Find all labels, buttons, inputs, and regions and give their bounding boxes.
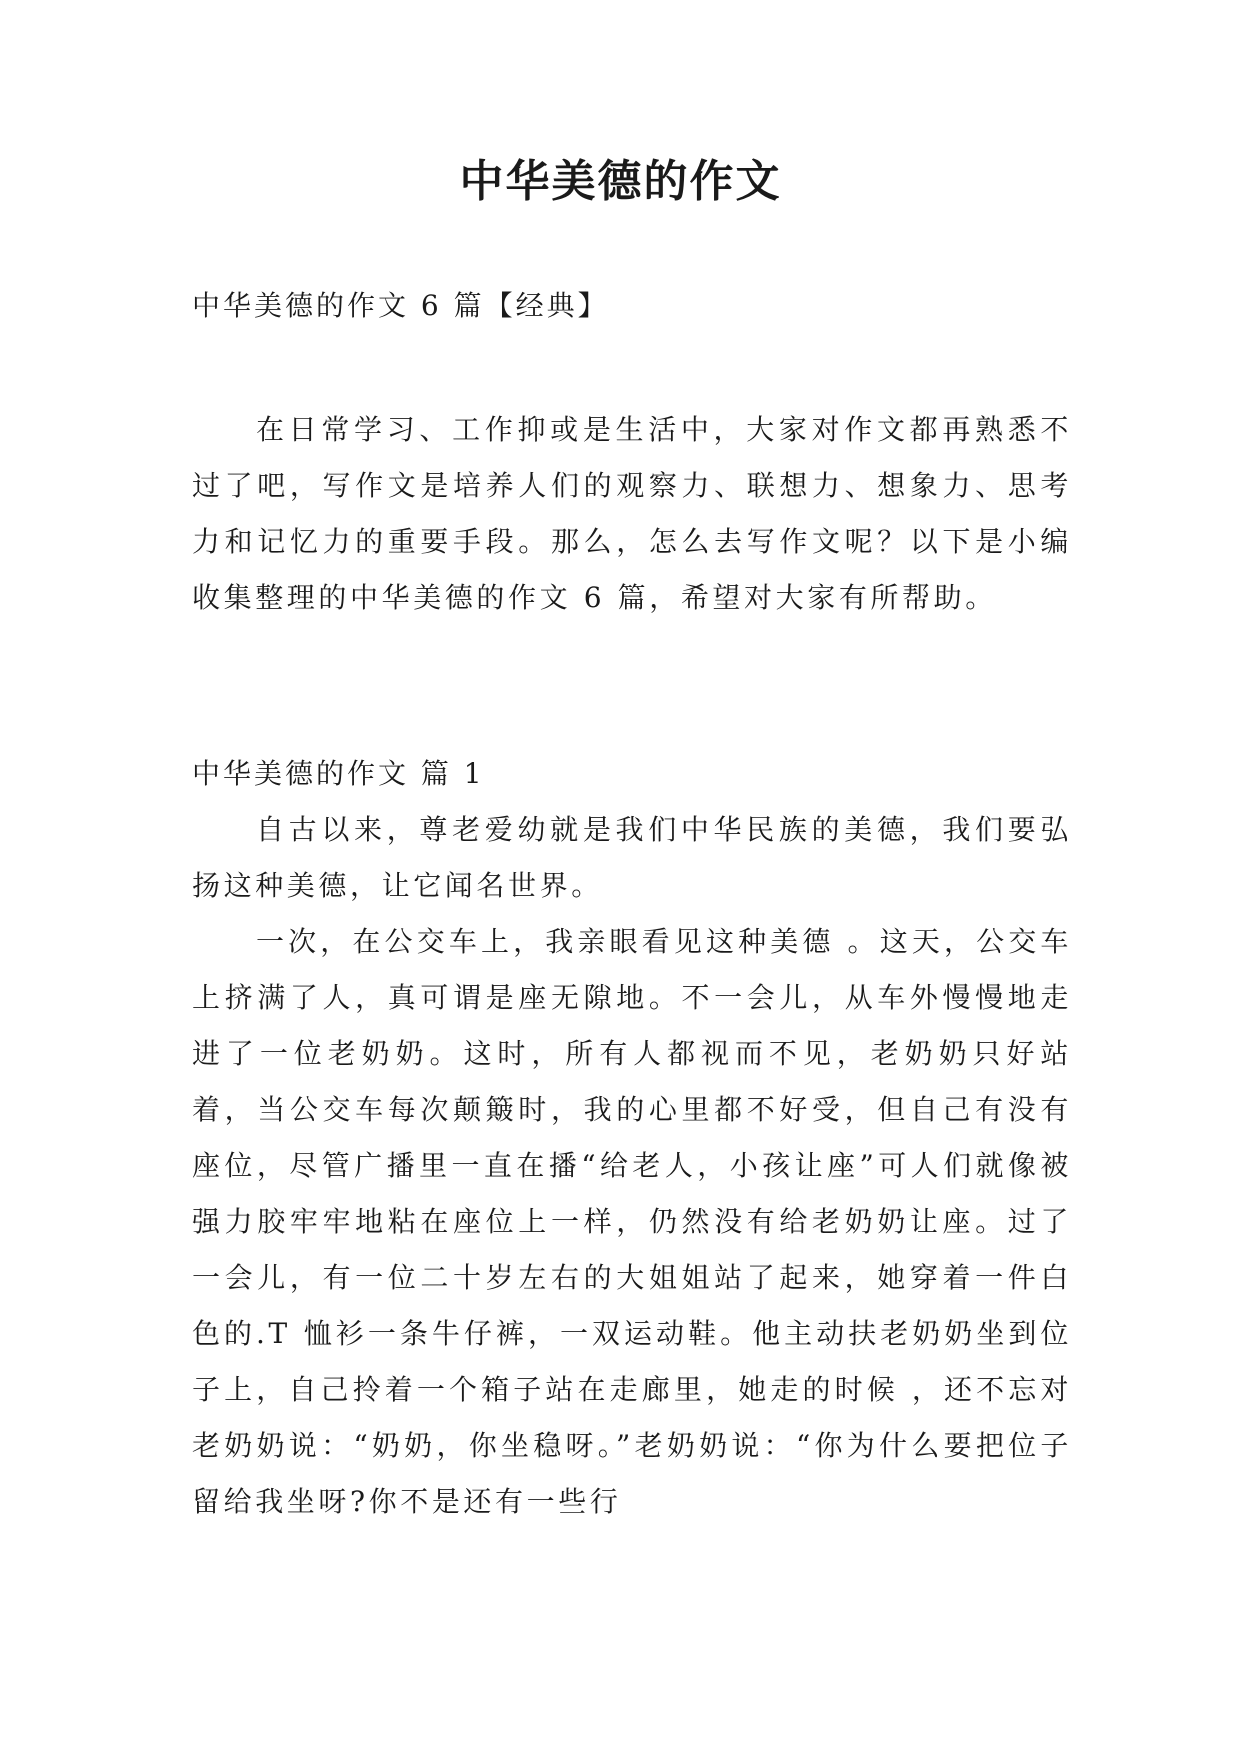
body-paragraph: 自古以来，尊老爱幼就是我们中华民族的美德，我们要弘扬这种美德，让它闻名世界。 <box>192 813 1072 902</box>
intro-paragraph: 在日常学习、工作抑或是生活中，大家对作文都再熟悉不过了吧，写作文是培养人们的观察力、联想力、想象力、思考力和记忆力的重要手段。那么，怎么去写作文呢？以下是小编收集整理的中华美德的作文 6 篇，希望对大家有所帮助。 <box>192 413 1072 614</box>
section-heading: 中华美德的作文 篇 1 <box>192 757 485 790</box>
essay-body <box>192 802 1072 1530</box>
body-paragraph: 一次，在公交车上，我亲眼看见这种美德 。这天，公交车上挤满了人，真可谓是座无隙地。不一会儿，从车外慢慢地走进了一位老奶奶。这时，所有人都视而不见，老奶奶只好站着，当公交车每次颠簸时，我的心里都不好受，但自己有没有座位，尽管广播里一直在播“给老人，小孩让座”可人们就像被强力胶牢牢地粘在座位上一样，仍然没有给老奶奶让座。过了一会儿，有一位二十岁左右的大姐姐站了起来，她穿着一件白色的.T 恤衫一条牛仔裤，一双运动鞋。他主动扶老奶奶坐到位子上，自己拎着一个箱子站在走廊里，她走的时候 ，还不忘对老奶奶说：“奶奶，你坐稳呀。”老奶奶说：“你为什么要把位子留给我坐呀?你不是还有一些行 <box>192 925 1072 1518</box>
document-subtitle: 中华美德的作文 6 篇【经典】 <box>192 289 609 322</box>
intro-block <box>192 402 1072 626</box>
document-title: 中华美德的作文 <box>459 156 782 207</box>
